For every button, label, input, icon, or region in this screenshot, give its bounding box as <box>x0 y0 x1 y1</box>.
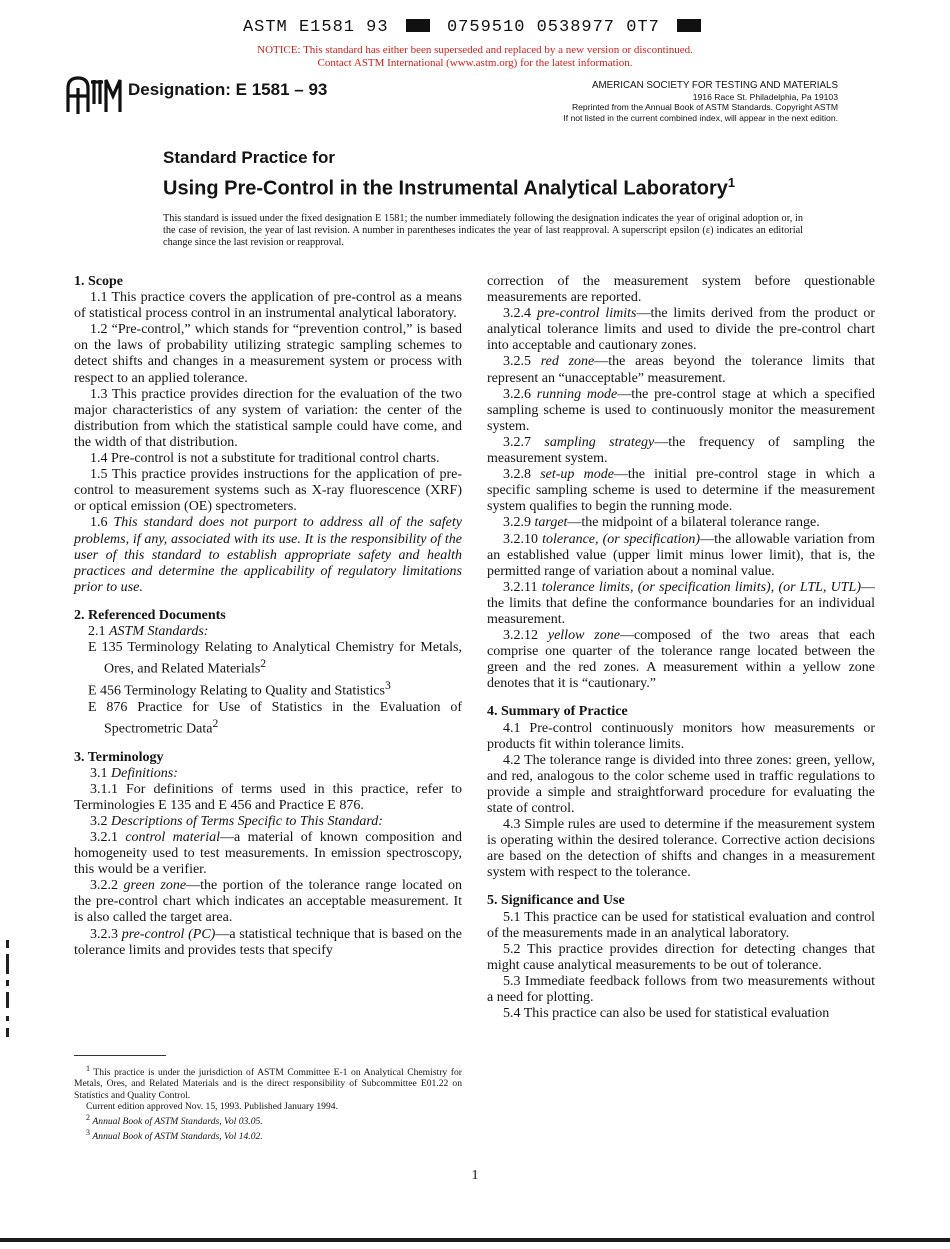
footnote-2-text: Annual Book of ASTM Standards, Vol 03.05. <box>92 1116 263 1128</box>
definition-number: 3.2.1 <box>90 829 118 845</box>
paragraph-3-2-text: Descriptions of Terms Specific to This Standard: <box>111 813 383 829</box>
definition-term: red zone <box>540 354 595 370</box>
paragraph-5-1: 5.1 This practice can be used for statistical evaluation and control of the measurements made in an analytical laboratory. <box>487 909 875 941</box>
paragraph-4-1: 4.1 Pre-control continuously monitors how measurements or products fit within tolerance limits. <box>487 720 875 752</box>
definition-term: set-up mode <box>540 467 614 483</box>
definition-control-material <box>74 830 462 878</box>
footnote-1-approval: Current edition approved Nov. 15, 1993. Published January 1994. <box>86 1100 338 1112</box>
definition-running-mode <box>487 387 875 435</box>
document-code-left: ASTM E1581 93 <box>242 18 389 37</box>
designation: Designation: E 1581 – 93 <box>128 80 328 99</box>
definition-number: 3.2.7 <box>503 434 531 450</box>
paragraph-3-1-1: 3.1.1 For definitions of terms used in this practice, refer to Terminologies E 135 and E 456 and Practice E 876. <box>74 781 462 813</box>
footnote-3 <box>74 1127 462 1142</box>
section-heading-terminology: 3. Terminology <box>74 749 164 765</box>
definition-number: 3.2.9 <box>503 515 531 531</box>
reference-e135-text: E 135 Terminology Relating to Analytical Chemistry for Metals, Ores, and Related Materials <box>88 640 462 677</box>
definition-text: —the limits derived from the product or analytical tolerance limits and used to divide the pre-control chart into acceptable and cautionary zones. <box>487 306 876 354</box>
definition-pre-control-limits <box>487 306 875 354</box>
definition-tolerance-limits <box>487 580 875 628</box>
astm-logo-icon <box>64 74 122 116</box>
definition-green-zone <box>74 878 462 926</box>
definition-number: 3.2.3 <box>90 926 118 942</box>
section-heading-scope: 1. Scope <box>74 274 123 289</box>
document-code-line <box>0 18 950 37</box>
section-heading-referenced-documents: 2. Referenced Documents <box>74 607 226 623</box>
definition-text: —the limits that define the conformance boundaries for an individual measurement. <box>487 579 876 627</box>
society-address: 1916 Race St. Philadelphia, Pa 19103 <box>692 91 838 102</box>
definition-text: —the midpoint of a bilateral tolerance range. <box>567 515 820 531</box>
society-name: AMERICAN SOCIETY FOR TESTING AND MATERIALS <box>591 80 838 91</box>
definition-text: —a statistical technique that is based on the tolerance limits and provides tests that specify <box>74 926 463 958</box>
page-number: 1 <box>471 1168 479 1183</box>
title-text: Using Pre-Control in the Instrumental Analytical Laboratory <box>163 177 728 200</box>
definition-text: —the areas beyond the tolerance limits that represent an “unacceptable” measurement. <box>487 354 876 386</box>
paragraph-2-1-number: 2.1 <box>88 623 106 639</box>
definition-text: —the pre-control stage at which a specified sampling scheme is used to continuously monitor the measurement system. <box>487 386 875 434</box>
title-line-2 <box>163 170 735 202</box>
document-code-right: 0759510 0538977 0T7 <box>446 18 660 37</box>
paragraph-4-3: 4.3 Simple rules are used to determine if the measurement system is operating within the desired tolerance. Corrective action decisions are based on the detection of shifts and changes in a measurement system with respect to the tolerance. <box>487 817 875 881</box>
definition-term: yellow zone <box>547 628 620 644</box>
issued-note: This standard is issued under the fixed designation E 1581; the number immediately following the designation indicates the year of original adoption or, in the case of revision, the year of last revision. A number in parentheses indicates the year of last reapproval. A superscript epsilon (ε) indicates an editorial change since the last revision or reapproval. <box>163 213 803 248</box>
definition-yellow-zone <box>487 628 875 692</box>
definition-number: 3.2.5 <box>503 354 531 370</box>
section-heading-significance: 5. Significance and Use <box>487 893 625 909</box>
reference-e876-footnote: 2 <box>212 716 219 730</box>
scan-bottom-edge <box>0 1238 950 1242</box>
paragraph-1-6-number: 1.6 <box>90 515 108 531</box>
reference-e456 <box>88 678 462 700</box>
definition-red-zone <box>487 354 875 386</box>
footnote-rule <box>74 1055 166 1056</box>
definition-term: pre-control limits <box>536 306 637 322</box>
footnote-1-text: This practice is under the jurisdiction of ASTM Committee E-1 on Analytical Chemistry for Metals, Ores, and Related Materials and is the direct responsibility of Subcommittee E01.22 on Statistics and Quality Control. <box>74 1067 462 1101</box>
footnote-1 <box>74 1063 462 1101</box>
left-column <box>74 274 462 959</box>
definition-text: —a material of known composition and homogeneity used to test measurements. In emission spectroscopy, this would be a verifier. <box>74 829 462 878</box>
paragraph-3-1 <box>74 766 462 782</box>
paragraph-1-3: 1.3 This practice provides direction for the evaluation of the two major characteristics of any system of variation: the center of the distribution from which the statistical sample could have come, and the width of that distribution. <box>74 386 462 450</box>
code-block-mark <box>406 19 430 32</box>
definition-number: 3.2.2 <box>90 878 118 894</box>
definition-sampling-strategy <box>487 435 875 467</box>
footnote-3-mark: 3 <box>86 1128 90 1138</box>
code-block-mark-end <box>677 19 701 32</box>
definition-number: 3.2.6 <box>503 386 531 402</box>
society-info <box>518 81 838 123</box>
section-heading-summary: 4. Summary of Practice <box>487 704 628 720</box>
footnotes <box>74 1063 462 1143</box>
notice-line-1: NOTICE: This standard has either been superseded and replaced by a new version or discontinued. <box>257 44 693 56</box>
supersede-notice <box>0 44 950 70</box>
title-footnote-ref: 1 <box>727 175 736 190</box>
definition-target <box>487 515 875 531</box>
paragraph-4-2: 4.2 The tolerance range is divided into three zones: green, yellow, and red, analogous to the color scheme used in traffic regulations to provide a simple and straightforward procedure for evaluating the state of control. <box>487 752 875 816</box>
paragraph-1-5: 1.5 This practice provides instructions for the application of pre-control to measurement systems such as X-ray fluorescence (XRF) or optical emission (OE) spectrometers. <box>74 467 462 515</box>
paragraph-3-1-text: Definitions: <box>111 765 178 781</box>
reference-e876 <box>88 700 462 738</box>
definition-number: 3.2.10 <box>503 531 538 547</box>
paragraph-3-1-number: 3.1 <box>90 765 108 781</box>
definition-term: sampling strategy <box>544 434 655 450</box>
definition-term: running mode <box>536 386 618 402</box>
paragraph-5-3: 5.3 Immediate feedback follows from two measurements without a need for plotting. <box>487 973 875 1006</box>
title-line-1: Standard Practice for <box>163 148 335 167</box>
definition-pre-control <box>74 927 462 959</box>
reference-e135-footnote: 2 <box>260 657 267 671</box>
society-reprint: Reprinted from the Annual Book of ASTM Standards. Copyright ASTM <box>571 102 838 112</box>
scan-margin-marks <box>6 940 9 1045</box>
definition-number: 3.2.12 <box>503 628 538 644</box>
definition-text: —the frequency of sampling the measurement system. <box>487 434 875 467</box>
definition-number: 3.2.8 <box>503 467 531 483</box>
paragraph-2-1-text: ASTM Standards: <box>109 623 209 639</box>
document-title <box>163 146 735 202</box>
definition-term: target <box>534 515 568 531</box>
paragraph-1-6 <box>74 515 462 595</box>
right-column <box>487 274 875 1022</box>
definition-text: —the allowable variation from an established value (upper limit minus lower limit), that is, the permitted range of variation about a nominal value. <box>487 531 875 579</box>
footnote-1-mark: 1 <box>86 1064 90 1073</box>
definition-number: 3.2.4 <box>503 306 531 322</box>
paragraph-5-2: 5.2 This practice provides direction for detecting changes that might cause analytical measurements to be out of tolerance. <box>487 941 875 973</box>
paragraph-1-6-text: This standard does not purport to address all of the safety problems, if any, associated with its use. It is the responsibility of the user of this standard to establish appropriate safety and health practices and determine the applicability of regulatory limitations prior to use. <box>74 515 462 595</box>
definition-term: tolerance limits, (or specification limits), (or LTL, UTL) <box>541 579 862 595</box>
paragraph-1-1: 1.1 This practice covers the application of pre-control as a means of statistical process control in an instrumental analytical laboratory. <box>74 290 462 322</box>
paragraph-3-2-number: 3.2 <box>90 813 108 829</box>
paragraph-5-4: 5.4 This practice can also be used for statistical evaluation <box>503 1006 830 1022</box>
definition-set-up-mode <box>487 467 875 515</box>
definition-number: 3.2.11 <box>503 579 538 595</box>
footnote-2 <box>74 1112 462 1127</box>
definition-text: —composed of the two areas that each comprise one quarter of the tolerance range located between the green and the red zones. A measurement within a yellow zone denotes that it is “cautionary.” <box>487 628 875 692</box>
reference-list <box>74 624 462 738</box>
reference-e456-text: E 456 Terminology Relating to Quality and Statistics <box>88 683 386 699</box>
notice-line-2: Contact ASTM International (www.astm.org) for the latest information. <box>317 57 633 69</box>
paragraph-1-2: 1.2 “Pre-control,” which stands for “prevention control,” is based on the laws of probability utilizing strategic sampling schemes to detect shifts and changes in a measurement system or process with respect to an applied tolerance. <box>74 322 462 386</box>
paragraph-3-2 <box>74 814 462 830</box>
definition-tolerance <box>487 532 875 580</box>
footnote-2-mark: 2 <box>86 1113 90 1122</box>
definition-term: control material <box>125 829 221 845</box>
footnote-3-text: Annual Book of ASTM Standards, Vol 14.02. <box>92 1131 263 1143</box>
definition-term: pre-control (PC) <box>121 926 216 942</box>
reference-e876-text: E 876 Practice for Use of Statistics in the Evaluation of Spectrometric Data <box>88 699 462 737</box>
paragraph-1-4: 1.4 Pre-control is not a substitute for traditional control charts. <box>90 451 440 467</box>
reference-e135 <box>88 640 462 678</box>
definition-text: —the portion of the tolerance range located on the pre-control chart which indicates an acceptable measurement. It is also called the target area. <box>74 878 462 926</box>
definition-text: —the initial pre-control stage in which a specific sampling scheme is used to determine if the measurement system qualifies to begin the running mode. <box>487 467 876 515</box>
reference-e456-footnote: 3 <box>385 678 391 692</box>
paragraph-2-1 <box>88 624 462 640</box>
definition-term: tolerance, (or specification) <box>542 531 701 547</box>
society-note: If not listed in the current combined index, will appear in the next edition. <box>563 112 838 123</box>
definition-term: green zone <box>123 878 187 894</box>
paragraph-continuation: correction of the measurement system before questionable measurements are reported. <box>487 274 875 306</box>
